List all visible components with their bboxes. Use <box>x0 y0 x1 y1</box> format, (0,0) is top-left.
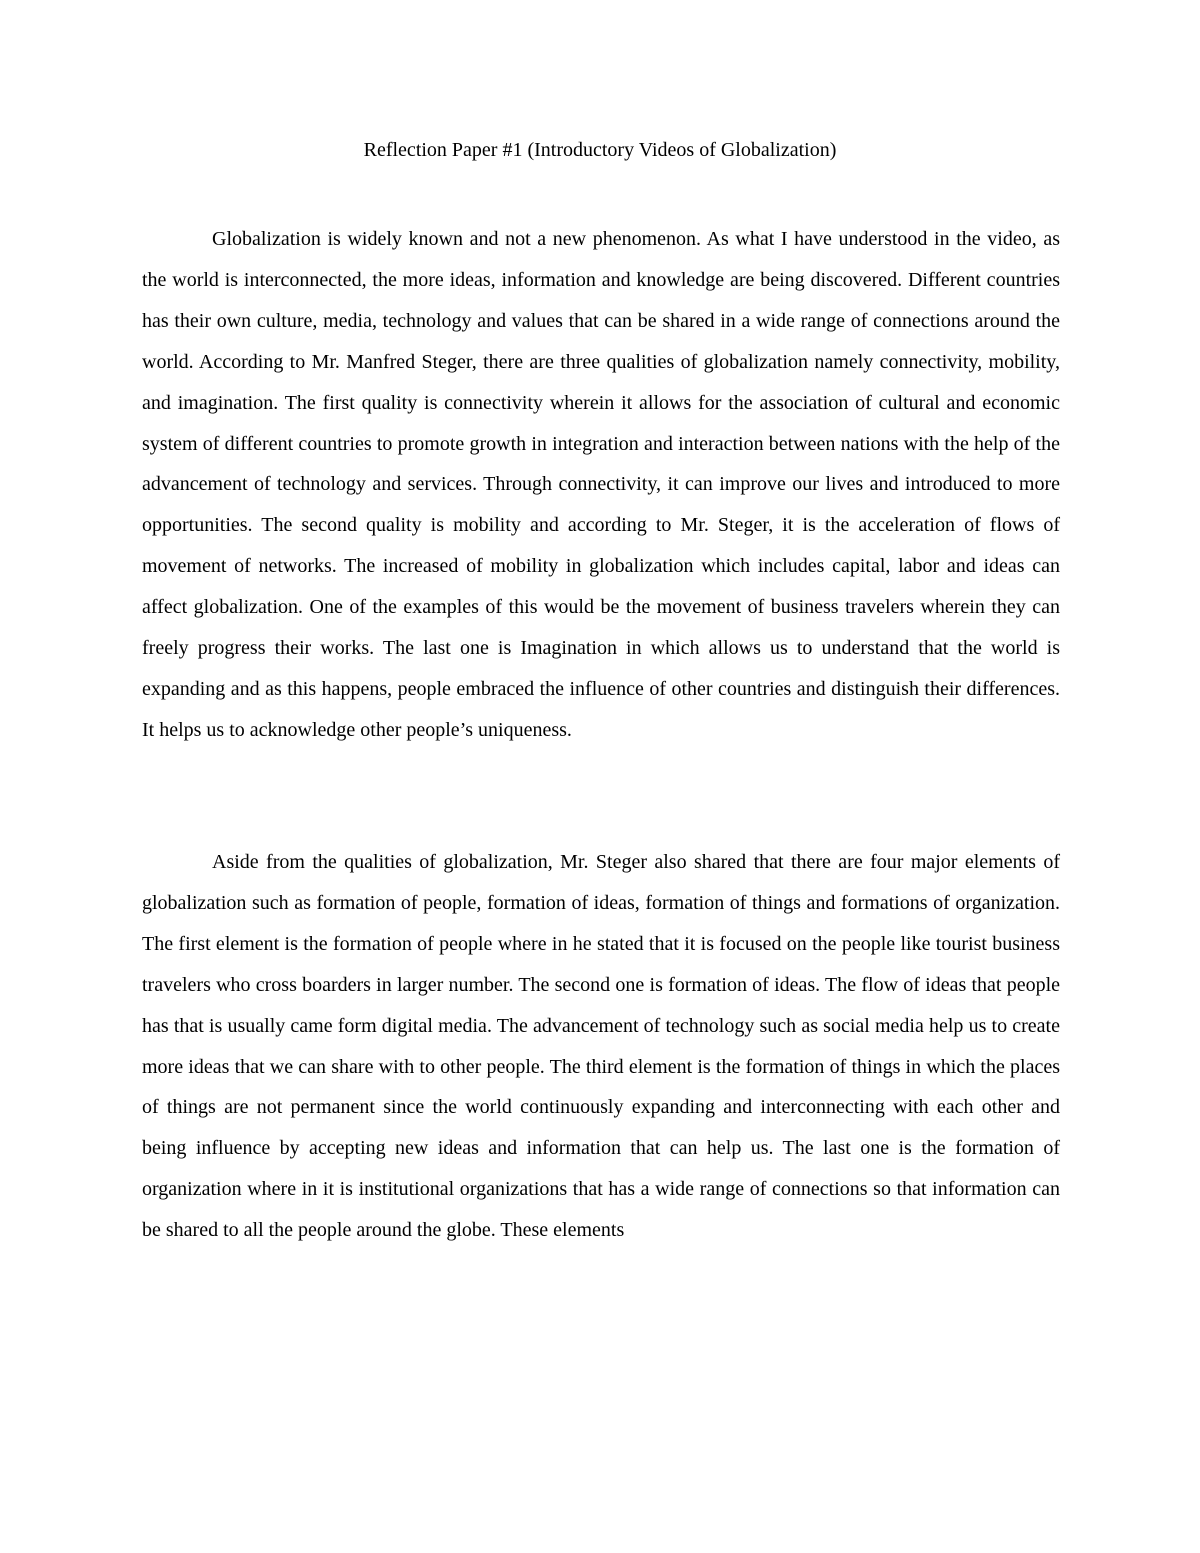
document-title: Reflection Paper #1 (Introductory Videos of Globalization) <box>363 139 837 161</box>
paragraph-2: Aside from the qualities of globalization, Mr. Steger also shared that there are four major elements of globalization such as formation of people, formation of ideas, formation of things and formations of organization. The first element is the formation of people where in he stated that it is focused on the people like tourist business travelers who cross boarders in larger number. The second one is formation of ideas. The flow of ideas that people has that is usually came form digital media. The advancement of technology such as social media help us to create more ideas that we can share with to other people. The third element is the formation of things in which the places of things are not permanent since the world continuously expanding and interconnecting with each other and being influence by accepting new ideas and information that can help us. The last one is the formation of organization where in it is institutional organizations that has a wide range of connections so that information can be shared to all the people around the globe. These elements <box>142 851 1060 1242</box>
paragraph-1: Globalization is widely known and not a new phenomenon. As what I have understood in the video, as the world is interconnected, the more ideas, information and knowledge are being discovered. Different countries has their own culture, media, technology and values that can be shared in a wide range of connections around the world. According to Mr. Manfred Steger, there are three qualities of globalization namely connectivity, mobility, and imagination. The first quality is connectivity wherein it allows for the association of cultural and economic system of different countries to promote growth in integration and interaction between nations with the help of the advancement of technology and services. Through connectivity, it can improve our lives and introduced to more opportunities. The second quality is mobility and according to Mr. Steger, it is the acceleration of flows of movement of networks. The increased of mobility in globalization which includes capital, labor and ideas can affect globalization. One of the examples of this would be the movement of business travelers wherein they can freely progress their works. The last one is Imagination in which allows us to understand that the world is expanding and as this happens, people embraced the influence of other countries and distinguish their differences. It helps us to acknowledge other people’s uniqueness. <box>142 228 1060 741</box>
